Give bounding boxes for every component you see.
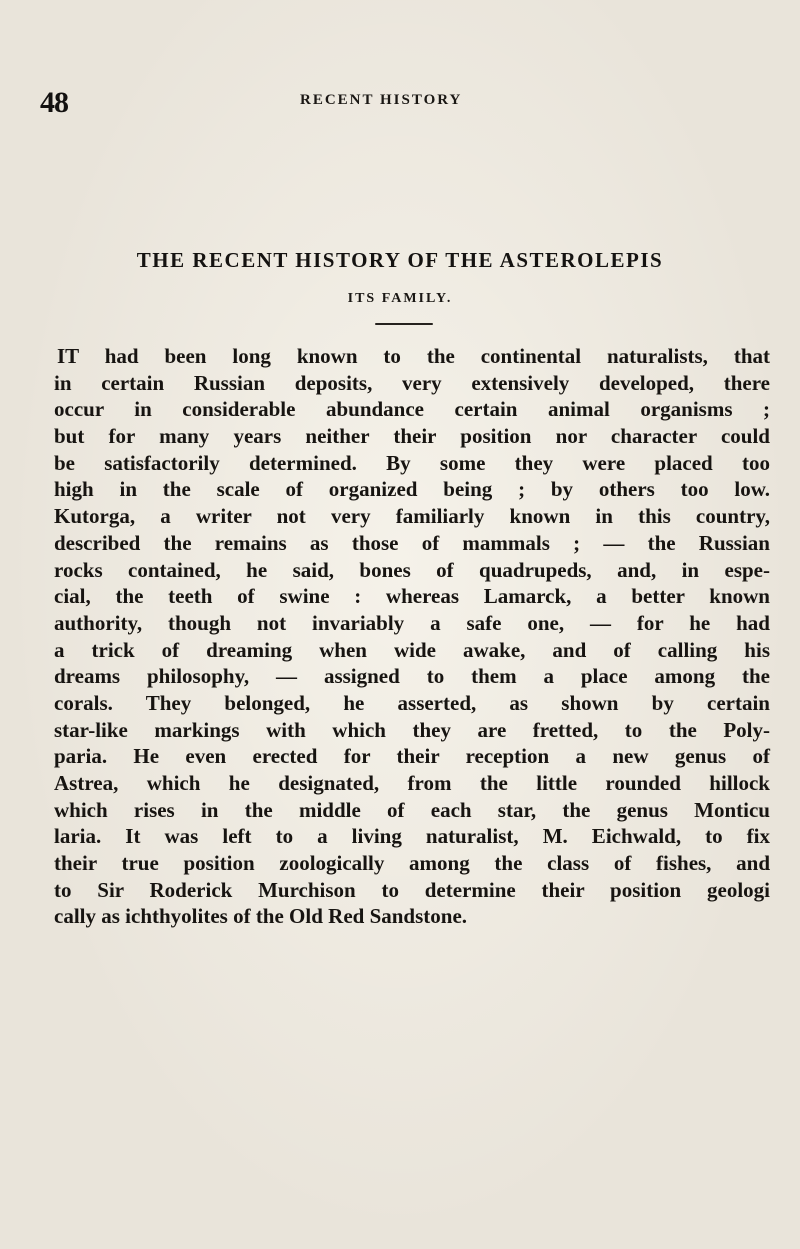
text-line: their true position zoologically among the class of fishes, and <box>54 851 770 876</box>
text-line: but for many years neither their position nor character could <box>54 424 770 449</box>
text-line: described the remains as those of mammals ; — the Russian <box>54 530 770 555</box>
text-line: Kutorga, a writer not very familiarly known in this country, <box>54 504 770 529</box>
text-line: a trick of dreaming when wide awake, and of calling his <box>54 637 770 662</box>
running-head: RECENT HISTORY <box>300 92 463 108</box>
text-line: which rises in the middle of each star, the genus Monticu <box>54 797 770 822</box>
text-line: in certain Russian deposits, very extensively developed, there <box>54 370 770 395</box>
text-line: laria. It was left to a living naturalist, M. Eichwald, to fix <box>54 824 770 849</box>
body-paragraph <box>54 343 770 930</box>
text-line: IT had been long known to the continental naturalists, that <box>57 344 770 368</box>
text-line: high in the scale of organized being ; by others too low. <box>54 477 770 502</box>
text-line: authority, though not invariably a safe one, — for he had <box>54 610 770 635</box>
text-line: corals. They belonged, he asserted, as shown by certain <box>54 690 770 715</box>
text-line: to Sir Roderick Murchison to determine their position geologi <box>54 877 770 902</box>
chapter-subtitle: ITS FAMILY. <box>347 291 453 306</box>
text-line: rocks contained, he said, bones of quadrupeds, and, in espe- <box>54 557 770 582</box>
text-line: dreams philosophy, — assigned to them a place among the <box>54 664 770 689</box>
section-divider <box>375 323 433 325</box>
text-line: cally as ichthyolites of the Old Red Sandstone. <box>54 904 468 929</box>
text-line: star-like markings with which they are fretted, to the Poly- <box>54 717 770 742</box>
text-line: cial, the teeth of swine : whereas Lamarck, a better known <box>54 584 770 609</box>
page-number: 48 <box>40 86 68 119</box>
text-line: be satisfactorily determined. By some they were placed too <box>54 450 770 475</box>
text-line: Astrea, which he designated, from the little rounded hillock <box>54 771 770 795</box>
text-line: paria. He even erected for their reception a new genus of <box>54 744 770 769</box>
chapter-title: THE RECENT HISTORY OF THE ASTEROLEPIS <box>136 248 664 272</box>
text-line: occur in considerable abundance certain animal organisms ; <box>54 397 770 422</box>
